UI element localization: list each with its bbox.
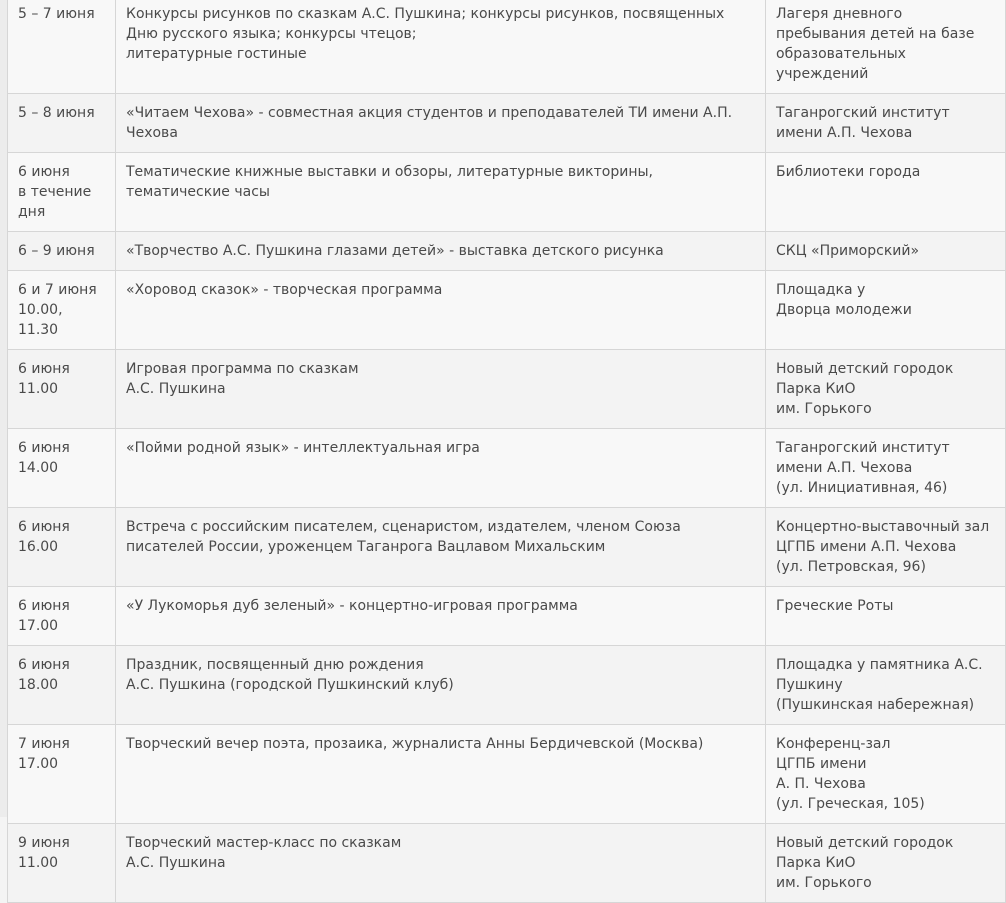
event-cell: Игровая программа по сказкам А.С. Пушкина [116,350,766,429]
date-cell: 6 июня в течение дня [8,153,116,232]
event-cell: «Пойми родной язык» - интеллектуальная игра [116,429,766,508]
table-row [8,429,1006,508]
place-cell: Новый детский городок Парка КиО им. Горького [766,824,1006,903]
event-cell: Встреча с российским писателем, сценаристом, издателем, членом Союза писателей России, уроженцем Таганрога Вацлавом Михальским [116,508,766,587]
place-cell: Площадка у Дворца молодежи [766,271,1006,350]
event-cell: «Читаем Чехова» - совместная акция студентов и преподавателей ТИ имени А.П. Чехова [116,94,766,153]
date-cell: 9 июня 11.00 [8,824,116,903]
place-cell: СКЦ «Приморский» [766,232,1006,271]
event-cell: «У Лукоморья дуб зеленый» - концертно-игровая программа [116,587,766,646]
table-row [8,508,1006,587]
date-cell: 6 и 7 июня 10.00, 11.30 [8,271,116,350]
date-cell: 6 июня 16.00 [8,508,116,587]
place-cell: Концертно-выставочный зал ЦГПБ имени А.П. Чехова (ул. Петровская, 96) [766,508,1006,587]
date-cell: 7 июня 17.00 [8,725,116,824]
place-cell: Площадка у памятника А.С. Пушкину (Пушкинская набережная) [766,646,1006,725]
table-row [8,271,1006,350]
place-cell: Таганрогский институт имени А.П. Чехова (ул. Инициативная, 46) [766,429,1006,508]
event-cell: «Творчество А.С. Пушкина глазами детей» - выставка детского рисунка [116,232,766,271]
date-cell: 6 – 9 июня [8,232,116,271]
events-table [7,0,1006,903]
event-cell: «Хоровод сказок» - творческая программа [116,271,766,350]
place-cell: Конференц-зал ЦГПБ имени А. П. Чехова (ул. Греческая, 105) [766,725,1006,824]
place-cell: Новый детский городок Парка КиО им. Горького [766,350,1006,429]
date-cell: 6 июня 11.00 [8,350,116,429]
table-row [8,350,1006,429]
date-cell: 5 – 8 июня [8,94,116,153]
event-cell: Праздник, посвященный дню рождения А.С. Пушкина (городской Пушкинский клуб) [116,646,766,725]
table-row [8,587,1006,646]
table-row [8,646,1006,725]
place-cell: Греческие Роты [766,587,1006,646]
table-row [8,232,1006,271]
place-cell: Лагеря дневного пребывания детей на базе образовательных учреждений [766,0,1006,94]
event-cell: Тематические книжные выставки и обзоры, литературные викторины, тематические часы [116,153,766,232]
event-cell: Конкурсы рисунков по сказкам А.С. Пушкина; конкурсы рисунков, посвященных Дню русского языка; конкурсы чтецов; литературные гостиные [116,0,766,94]
place-cell: Библиотеки города [766,153,1006,232]
place-cell: Таганрогский институт имени А.П. Чехова [766,94,1006,153]
table-row [8,0,1006,94]
date-cell: 6 июня 14.00 [8,429,116,508]
event-cell: Творческий мастер-класс по сказкам А.С. Пушкина [116,824,766,903]
date-cell: 6 июня 17.00 [8,587,116,646]
table-row [8,94,1006,153]
date-cell: 6 июня 18.00 [8,646,116,725]
table-row [8,824,1006,903]
date-cell: 5 – 7 июня [8,0,116,94]
table-row [8,725,1006,824]
event-cell: Творческий вечер поэта, прозаика, журналиста Анны Бердичевской (Москва) [116,725,766,824]
table-row [8,153,1006,232]
